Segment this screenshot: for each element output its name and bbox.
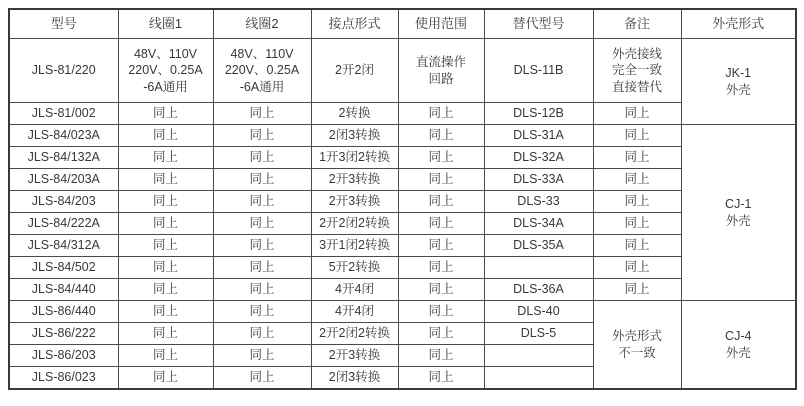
cell-replacement: DLS-5 — [484, 323, 593, 345]
column-header-coil2: 线圈2 — [213, 9, 311, 39]
table-row — [9, 191, 796, 213]
cell-model: JLS-86/023 — [9, 367, 118, 390]
cell-remark: 同上 — [593, 147, 681, 169]
cell-usage-range: 同上 — [398, 301, 484, 323]
cell-coil1: 同上 — [118, 279, 213, 301]
cell-coil1: 48V、110V 220V、0.25A -6A通用 — [118, 39, 213, 103]
cell-replacement: DLS-11B — [484, 39, 593, 103]
cell-model: JLS-86/440 — [9, 301, 118, 323]
cell-contact-form: 2开3转换 — [311, 169, 398, 191]
cell-coil2: 同上 — [213, 169, 311, 191]
cell-coil2: 同上 — [213, 147, 311, 169]
table-row — [9, 39, 796, 103]
cell-coil2: 同上 — [213, 367, 311, 390]
cell-remark: 同上 — [593, 257, 681, 279]
cell-coil2: 同上 — [213, 235, 311, 257]
table-row — [9, 125, 796, 147]
cell-remark: 外壳形式 不一致 — [593, 301, 681, 390]
cell-coil1: 同上 — [118, 367, 213, 390]
cell-remark: 同上 — [593, 103, 681, 125]
cell-remark: 同上 — [593, 235, 681, 257]
cell-replacement: DLS-33 — [484, 191, 593, 213]
cell-contact-form: 2开2闭 — [311, 39, 398, 103]
table-row — [9, 169, 796, 191]
column-header-usage-range: 使用范围 — [398, 9, 484, 39]
cell-model: JLS-84/440 — [9, 279, 118, 301]
cell-remark: 外壳接线 完全一致 直接替代 — [593, 39, 681, 103]
cell-usage-range: 同上 — [398, 103, 484, 125]
table-row — [9, 147, 796, 169]
cell-replacement — [484, 367, 593, 390]
cell-coil1: 同上 — [118, 147, 213, 169]
cell-usage-range: 同上 — [398, 323, 484, 345]
cell-coil1: 同上 — [118, 169, 213, 191]
column-header-coil1: 线圈1 — [118, 9, 213, 39]
cell-contact-form: 2开3转换 — [311, 345, 398, 367]
cell-usage-range: 同上 — [398, 279, 484, 301]
cell-replacement: DLS-12B — [484, 103, 593, 125]
cell-replacement: DLS-32A — [484, 147, 593, 169]
cell-contact-form: 4开4闭 — [311, 279, 398, 301]
table-row — [9, 213, 796, 235]
cell-model: JLS-84/132A — [9, 147, 118, 169]
cell-replacement — [484, 345, 593, 367]
cell-coil1: 同上 — [118, 103, 213, 125]
cell-coil2: 同上 — [213, 345, 311, 367]
table-row — [9, 103, 796, 125]
cell-usage-range: 同上 — [398, 169, 484, 191]
cell-replacement — [484, 257, 593, 279]
cell-remark: 同上 — [593, 279, 681, 301]
cell-model: JLS-86/222 — [9, 323, 118, 345]
cell-coil1: 同上 — [118, 191, 213, 213]
cell-contact-form: 2开2闭2转换 — [311, 323, 398, 345]
cell-replacement: DLS-31A — [484, 125, 593, 147]
cell-model: JLS-84/312A — [9, 235, 118, 257]
cell-usage-range: 同上 — [398, 147, 484, 169]
table-row — [9, 235, 796, 257]
cell-coil1: 同上 — [118, 213, 213, 235]
cell-coil2: 同上 — [213, 323, 311, 345]
cell-contact-form: 2闭3转换 — [311, 367, 398, 390]
cell-usage-range: 同上 — [398, 235, 484, 257]
column-header-replacement: 替代型号 — [484, 9, 593, 39]
cell-model: JLS-84/502 — [9, 257, 118, 279]
column-header-shell-form: 外壳形式 — [681, 9, 796, 39]
cell-coil1: 同上 — [118, 235, 213, 257]
cell-usage-range: 直流操作 回路 — [398, 39, 484, 103]
cell-replacement: DLS-34A — [484, 213, 593, 235]
relay-spec-table — [8, 8, 797, 390]
cell-contact-form: 2开2闭2转换 — [311, 213, 398, 235]
table-row — [9, 279, 796, 301]
cell-model: JLS-81/220 — [9, 39, 118, 103]
cell-coil2: 同上 — [213, 125, 311, 147]
cell-coil2: 同上 — [213, 257, 311, 279]
cell-contact-form: 5开2转换 — [311, 257, 398, 279]
cell-coil1: 同上 — [118, 301, 213, 323]
cell-coil2: 同上 — [213, 103, 311, 125]
cell-model: JLS-81/002 — [9, 103, 118, 125]
table-body — [9, 39, 796, 390]
cell-shell-form: CJ-1 外壳 — [681, 125, 796, 301]
cell-coil2: 同上 — [213, 213, 311, 235]
table-row — [9, 301, 796, 323]
cell-contact-form: 3开1闭2转换 — [311, 235, 398, 257]
cell-usage-range: 同上 — [398, 367, 484, 390]
cell-model: JLS-84/222A — [9, 213, 118, 235]
column-header-model: 型号 — [9, 9, 118, 39]
header-row — [9, 9, 796, 39]
cell-coil1: 同上 — [118, 345, 213, 367]
cell-usage-range: 同上 — [398, 257, 484, 279]
cell-coil2: 同上 — [213, 301, 311, 323]
cell-coil2: 48V、110V 220V、0.25A -6A通用 — [213, 39, 311, 103]
cell-remark: 同上 — [593, 125, 681, 147]
column-header-contact-form: 接点形式 — [311, 9, 398, 39]
cell-contact-form: 2转换 — [311, 103, 398, 125]
cell-coil1: 同上 — [118, 323, 213, 345]
cell-shell-form: CJ-4 外壳 — [681, 301, 796, 390]
cell-model: JLS-84/203A — [9, 169, 118, 191]
cell-contact-form: 4开4闭 — [311, 301, 398, 323]
cell-contact-form: 2闭3转换 — [311, 125, 398, 147]
cell-contact-form: 2开3转换 — [311, 191, 398, 213]
cell-model: JLS-84/203 — [9, 191, 118, 213]
cell-remark: 同上 — [593, 213, 681, 235]
cell-coil1: 同上 — [118, 257, 213, 279]
cell-contact-form: 1开3闭2转换 — [311, 147, 398, 169]
cell-usage-range: 同上 — [398, 125, 484, 147]
table-header — [9, 9, 796, 39]
table-row — [9, 257, 796, 279]
relay-spec-table-container — [8, 8, 797, 390]
cell-coil1: 同上 — [118, 125, 213, 147]
cell-model: JLS-86/203 — [9, 345, 118, 367]
column-header-remark: 备注 — [593, 9, 681, 39]
cell-usage-range: 同上 — [398, 213, 484, 235]
cell-replacement: DLS-35A — [484, 235, 593, 257]
cell-replacement: DLS-40 — [484, 301, 593, 323]
cell-usage-range: 同上 — [398, 191, 484, 213]
cell-shell-form: JK-1 外壳 — [681, 39, 796, 125]
cell-replacement: DLS-33A — [484, 169, 593, 191]
cell-remark: 同上 — [593, 169, 681, 191]
cell-remark: 同上 — [593, 191, 681, 213]
cell-model: JLS-84/023A — [9, 125, 118, 147]
cell-coil2: 同上 — [213, 279, 311, 301]
cell-replacement: DLS-36A — [484, 279, 593, 301]
cell-coil2: 同上 — [213, 191, 311, 213]
cell-usage-range: 同上 — [398, 345, 484, 367]
